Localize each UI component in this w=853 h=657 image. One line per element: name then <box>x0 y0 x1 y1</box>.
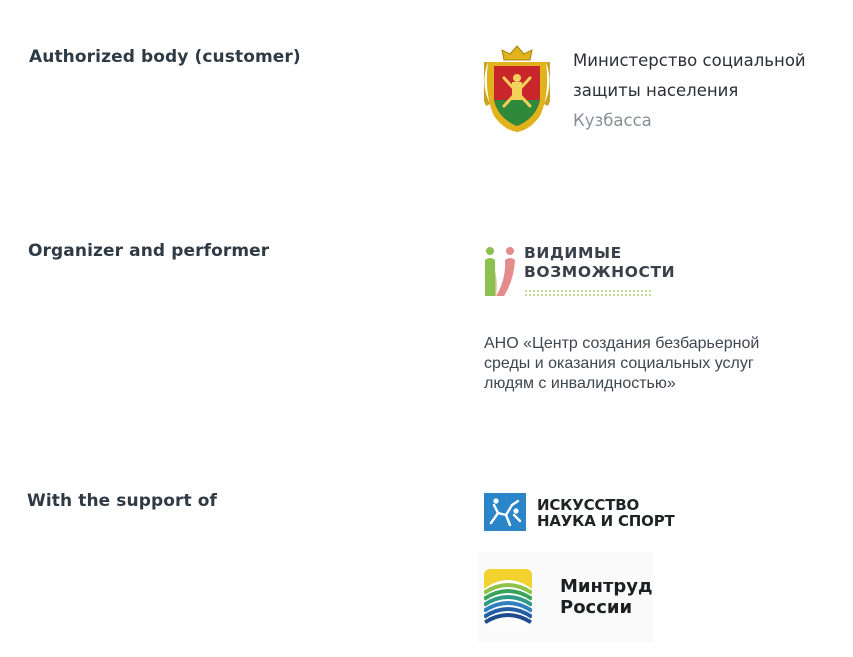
nauka-sport-line: НАУКА И СПОРТ <box>537 512 675 530</box>
vidimye-vozmozhnosti-logo-icon <box>484 246 518 298</box>
mintrud-emblem-icon <box>484 569 532 625</box>
iskusstvo-line: ИСКУССТВО <box>537 496 640 514</box>
iskusstvo-nauka-sport-logo-icon <box>484 493 526 531</box>
mintrud-logo <box>478 552 653 642</box>
braille-dots <box>524 289 652 297</box>
iskusstvo-nauka-sport-logo <box>484 493 684 533</box>
mintrud-line: Минтруд <box>560 576 653 597</box>
vidimye-word: ВИДИМЫЕ <box>524 244 622 262</box>
kuzbass-logo-line-3: Кузбасса <box>573 111 652 130</box>
kuzbass-logo-line-1: Министерство социальной <box>573 51 806 70</box>
heading-support: With the support of <box>27 491 218 511</box>
organizer-description: АНО «Центр создания безбарьерной среды и оказания социальных услуг людям с инвалидностью» <box>484 335 760 392</box>
vidimye-vozmozhnosti-logo <box>484 244 744 304</box>
heading-organizer: Organizer and performer <box>28 241 270 261</box>
heading-customer: Authorized body (customer) <box>29 47 301 67</box>
kuzbass-logo-line-2: защиты населения <box>573 81 739 100</box>
kuzbass-ministry-logo <box>484 42 814 142</box>
rossii-line: России <box>560 597 633 618</box>
kuzbass-coat-of-arms-icon <box>484 44 550 134</box>
vozmozhnosti-word: ВОЗМОЖНОСТИ <box>524 263 676 281</box>
